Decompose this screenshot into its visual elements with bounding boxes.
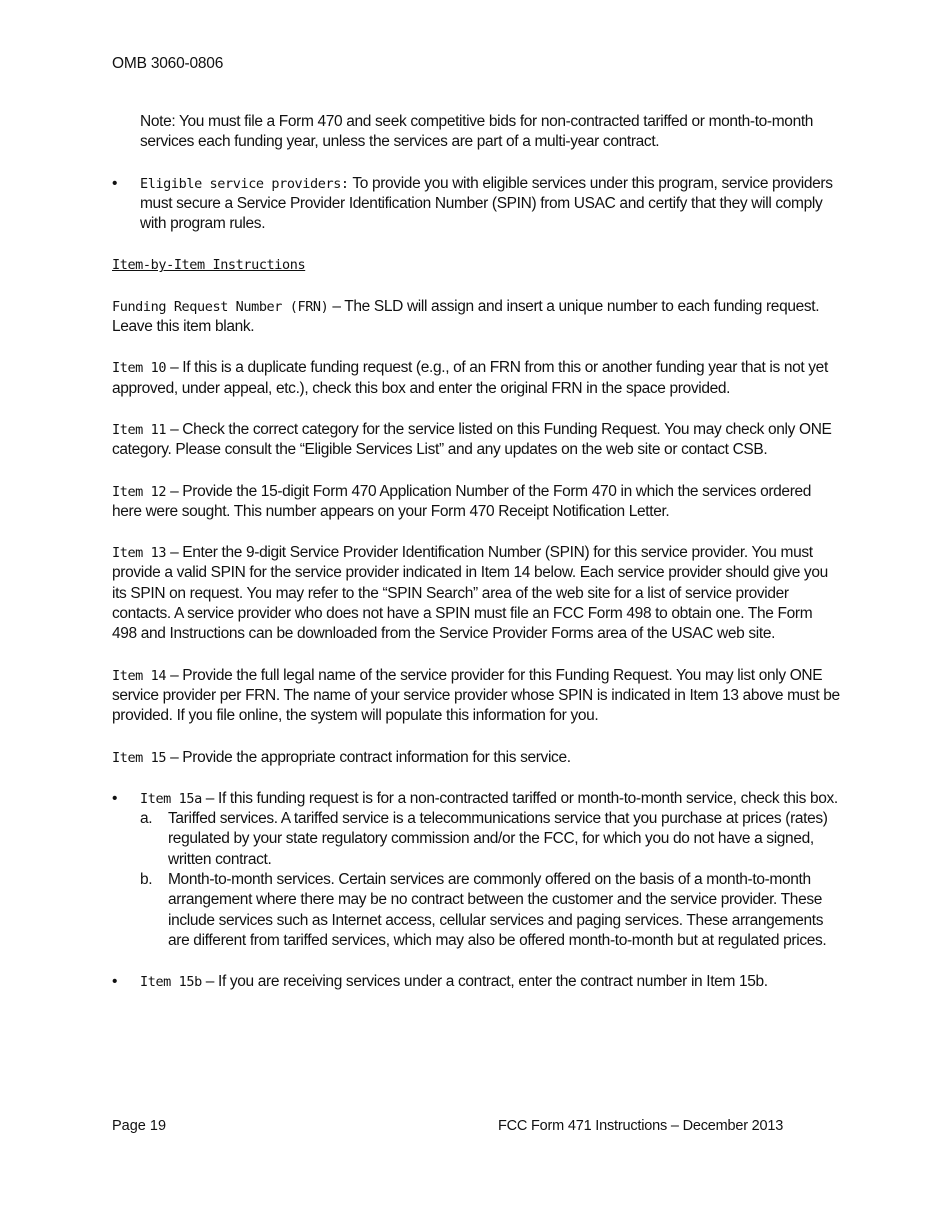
bullet-marker: • [112,973,118,991]
omb-number: OMB 3060-0806 [112,55,224,72]
item-13 [112,543,840,644]
item-term: Funding Request Number (FRN) [112,298,329,315]
item-term: Item 15 [112,749,167,766]
sub-item-letter: b. [140,871,153,889]
sub-item-text: Month-to-month services. Certain services are commonly offered on the basis of a month-to-month arrangement where there may be no contract between the customer and the service provider. These include services such as Internet access, cellular services and paging services. These arrangements are different from tariffed services, which may also be offered month-to-month but at regulated prices. [168,871,827,949]
item-text: – If you are receiving services under a contract, enter the contract number in Item 15b. [201,973,768,991]
item-15a-bullet [112,789,840,951]
item-15 [112,748,840,768]
item-term: Item 11 [112,421,167,438]
item-14 [112,666,840,727]
eligible-term: Eligible service providers: [140,175,349,192]
eligible-text: To provide you with eligible services under this program, service providers must secure a Service Provider Identification Number (SPIN) from USAC and certify that they will comply with program rules. [140,174,833,233]
item-frn [112,297,840,338]
eligible-providers-bullet [112,174,840,235]
item-text: – Provide the appropriate contract information for this service. [166,748,571,766]
note-paragraph: Note: You must file a Form 470 and seek competitive bids for non-contracted tariffed or month-to-month services each funding year, unless the services are part of a multi-year contract. [140,113,814,151]
sub-item-text: Tariffed services. A tariffed service is a telecommunications service that you purchase at prices (rates) regulated by your state regulatory commission and/or the FCC, for which you do not have a signed, written contract. [168,810,828,868]
item-text: – If this is a duplicate funding request (e.g., of an FRN from this or another funding year that is not yet approved, under appeal, etc.), check this box and enter the original FRN in the space provided. [112,359,828,397]
item-12 [112,482,840,523]
item-term: Item 15b [140,974,202,991]
sub-item-a [112,809,840,870]
item-text: – Provide the 15-digit Form 470 Application Number of the Form 470 in which the services ordered here were sought. This number appears on your Form 470 Receipt Notification Letter. [112,482,812,520]
sub-item-letter: a. [140,810,153,828]
page-number: Page 19 [112,1118,167,1134]
item-text: – Enter the 9-digit Service Provider Identification Number (SPIN) for this service provider. You must provide a valid SPIN for the service provider indicated in Item 14 below. Each service provider should give you its SPIN on request. You may refer to the “SPIN Search” area of the web site for a list of service provider contacts. A service provider who does not have a SPIN must file an FCC Form 498 to obtain one. The Form 498 and Instructions can be downloaded from the Service Provider Forms area of the USAC web site. [112,544,828,643]
item-15b-bullet [112,972,840,992]
item-term: Item 14 [112,667,167,684]
sub-item-b [112,870,840,951]
item-term: Item 15a [140,790,202,807]
footer-title: FCC Form 471 Instructions – December 2013 [498,1118,784,1134]
item-text: – Provide the full legal name of the service provider for this Funding Request. You may list only ONE service provider per FRN. The name of your service provider whose SPIN is indicated in Item 13 above must be provided. If you file online, the system will populate this information for you. [112,666,840,725]
item-10 [112,358,840,399]
item-11 [112,420,840,461]
item-term: Item 13 [112,545,167,562]
section-heading: Item-by-Item Instructions [112,257,306,274]
item-text: – Check the correct category for the service listed on this Funding Request. You may check only ONE category. Please consult the “Eligible Services List” and any updates on the web site or contact CSB. [112,420,832,459]
bullet-marker: • [112,789,118,807]
item-term: Item 10 [112,360,167,377]
item-term: Item 12 [112,483,167,500]
bullet-marker: • [112,174,118,192]
document-body [112,112,840,1014]
item-text: – The SLD will assign and insert a unique number to each funding request. Leave this item blank. [112,297,820,336]
item-text: – If this funding request is for a non-contracted tariffed or month-to-month service, check this box. [201,789,838,807]
